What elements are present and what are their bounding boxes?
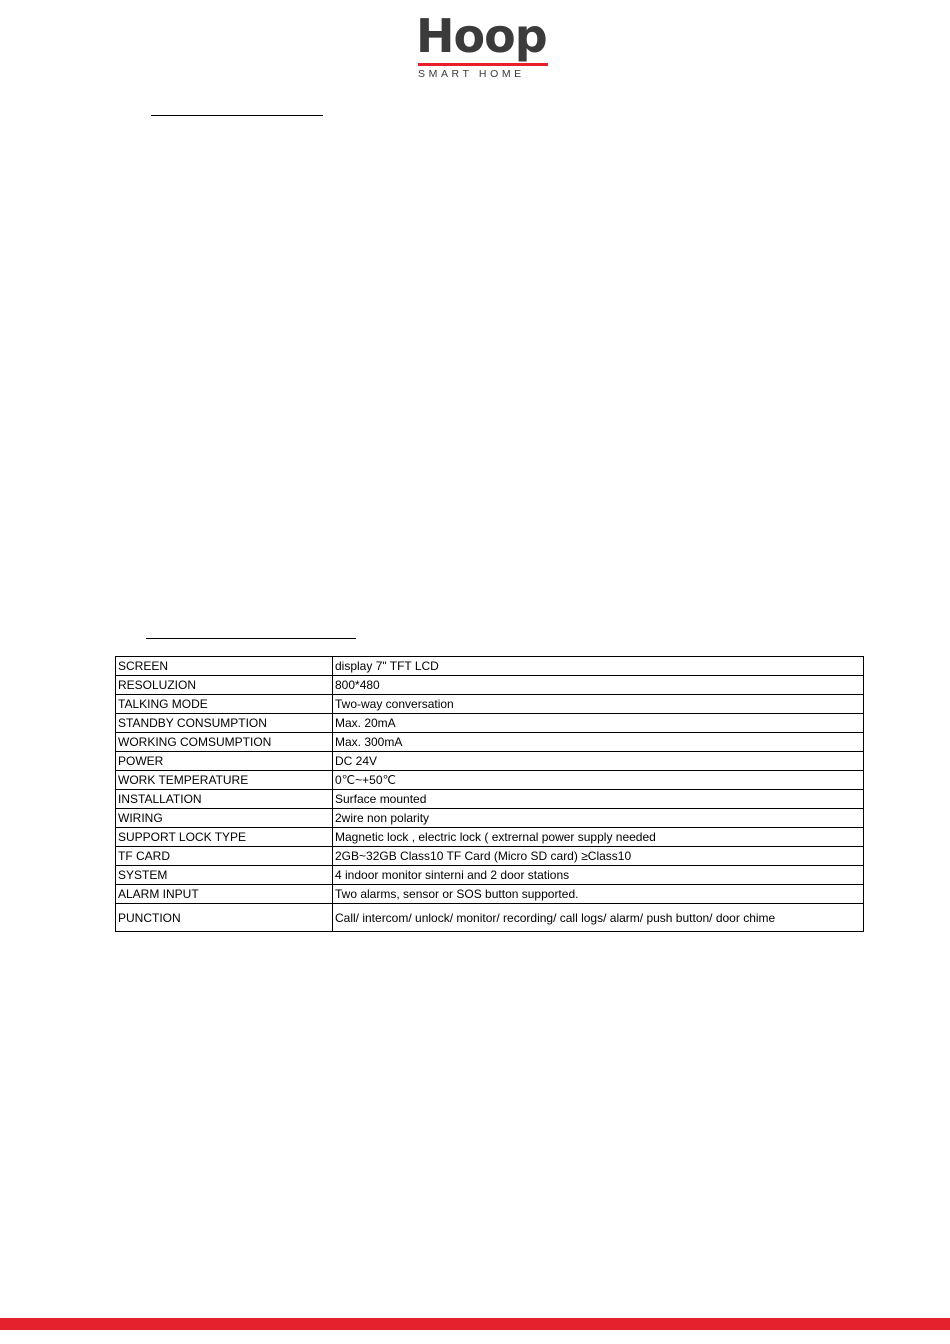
spec-value: 2GB~32GB Class10 TF Card (Micro SD card) ≥Class10 <box>333 847 864 866</box>
spec-value: Two alarms, sensor or SOS button supported. <box>333 885 864 904</box>
logo-wordmark: Hoop <box>416 9 547 63</box>
spec-value: DC 24V <box>333 752 864 771</box>
spec-label: WORK TEMPERATURE <box>116 771 333 790</box>
footer-accent-bar <box>0 1318 950 1330</box>
spec-label: SCREEN <box>116 657 333 676</box>
table-row <box>116 695 864 714</box>
spec-label: POWER <box>116 752 333 771</box>
spec-label: TF CARD <box>116 847 333 866</box>
spec-value: Max. 20mA <box>333 714 864 733</box>
heading-underline-1 <box>151 115 323 116</box>
table-row <box>116 771 864 790</box>
specifications-table <box>115 656 864 932</box>
spec-value: Max. 300mA <box>333 733 864 752</box>
spec-label: WORKING COMSUMPTION <box>116 733 333 752</box>
spec-value: display 7" TFT LCD <box>333 657 864 676</box>
table-row <box>116 904 864 932</box>
table-row <box>116 866 864 885</box>
hoop-logo <box>412 9 552 80</box>
spec-value: Two-way conversation <box>333 695 864 714</box>
spec-label: SYSTEM <box>116 866 333 885</box>
spec-label: SUPPORT LOCK TYPE <box>116 828 333 847</box>
spec-label: INSTALLATION <box>116 790 333 809</box>
spec-label: WIRING <box>116 809 333 828</box>
spec-label: PUNCTION <box>116 904 333 932</box>
table-row <box>116 809 864 828</box>
logo-tagline: SMART HOME <box>418 68 525 80</box>
spec-value: Surface mounted <box>333 790 864 809</box>
table-row <box>116 714 864 733</box>
spec-value: 4 indoor monitor sinterni and 2 door stations <box>333 866 864 885</box>
table-row <box>116 847 864 866</box>
spec-value: 0℃~+50℃ <box>333 771 864 790</box>
logo-underline <box>418 63 548 66</box>
table-row <box>116 676 864 695</box>
spec-value: 2wire non polarity <box>333 809 864 828</box>
spec-label: STANDBY CONSUMPTION <box>116 714 333 733</box>
spec-value: Magnetic lock , electric lock ( extrernal power supply needed <box>333 828 864 847</box>
spec-value: 800*480 <box>333 676 864 695</box>
table-row <box>116 885 864 904</box>
table-row <box>116 790 864 809</box>
table-row <box>116 752 864 771</box>
spec-value: Call/ intercom/ unlock/ monitor/ recording/ call logs/ alarm/ push button/ door chime <box>333 904 864 932</box>
heading-underline-2 <box>146 638 356 639</box>
spec-label: TALKING MODE <box>116 695 333 714</box>
table-row <box>116 657 864 676</box>
table-row <box>116 733 864 752</box>
table-row <box>116 828 864 847</box>
spec-label: ALARM INPUT <box>116 885 333 904</box>
spec-label: RESOLUZION <box>116 676 333 695</box>
